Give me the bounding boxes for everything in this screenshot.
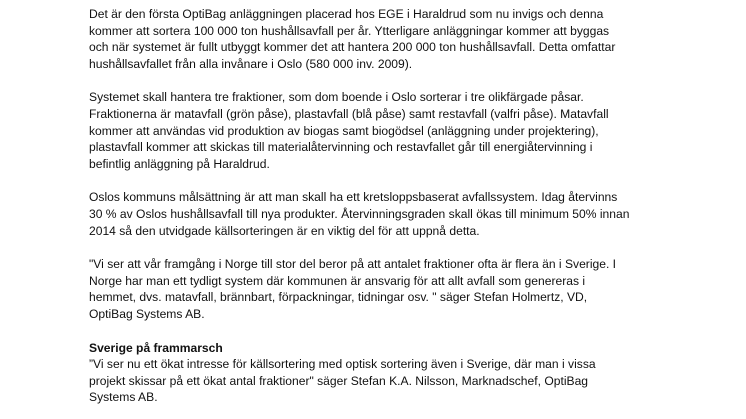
paragraph-quote-nilsson [89, 356, 689, 406]
paragraph-oslo-goal [89, 189, 689, 239]
text-line: "Vi ser att vår framgång i Norge till stor del beror på att antalet fraktioner ofta är flera än i Sverige. I [89, 257, 617, 272]
paragraph-optibag-facility [89, 6, 689, 72]
text-line: och när systemet är fullt utbyggt kommer det att hantera 200 000 ton hushållsavfall. Detta omfattar [89, 40, 616, 55]
paragraph-fractions [89, 89, 689, 172]
text-line: projekt skissar på ett ökat antal fraktioner" säger Stefan K.A. Nilsson, Marknadschef, OptiBag [89, 373, 589, 388]
text-line: hushållsavfallet från alla invånare i Oslo (580 000 inv. 2009). [89, 56, 413, 71]
paragraph-gap [89, 172, 689, 189]
text-line: Systems AB. [89, 390, 158, 405]
text-line: 30 % av Oslos hushållsavfall till nya produkter. Återvinningsgraden skall ökas till minimum 50% innan [89, 206, 630, 221]
paragraph-gap [89, 239, 689, 256]
text-line: befintlig anläggning på Haraldrud. [89, 156, 270, 171]
text-line: Fraktionerna är matavfall (grön påse), plastavfall (blå påse) samt restavfall (valfri påse). Matavfall [89, 106, 609, 121]
text-line: Oslos kommuns målsättning är att man skall ha ett kretsloppsbaserat avfallssystem. Idag återvinns [89, 190, 618, 205]
text-line: Systemet skall hantera tre fraktioner, som dom boende i Oslo sorterar i tre olikfärgade påsar. [89, 90, 584, 105]
paragraph-quote-holmertz [89, 256, 689, 322]
paragraph-gap [89, 72, 689, 89]
text-line: Norge har man ett tydligt system där kommunen är ansvarig för att allt avfall som genereras i [89, 273, 586, 288]
text-line: OptiBag Systems AB. [89, 306, 205, 321]
text-line: hemmet, dvs. matavfall, brännbart, förpackningar, tidningar osv. " säger Stefan Holmertz, VD, [89, 290, 588, 305]
document-body [89, 6, 689, 406]
text-line: ”Vi ser nu ett ökat intresse för källsortering med optisk sortering även i Sverige, där man i vissa [89, 357, 596, 372]
text-line: kommer att användas vid produktion av biogas samt biogödsel (anläggning under projektering), [89, 123, 599, 138]
text-line: Det är den första OptiBag anläggningen placerad hos EGE i Haraldrud som nu invigs och denna [89, 7, 604, 21]
paragraph-gap [89, 323, 689, 340]
text-line: plastavfall kommer att skickas till materialåtervinning och restavfallet går till energiåtervinning i [89, 140, 593, 155]
section-heading: Sverige på frammarsch [89, 340, 223, 355]
text-line: 2014 så den utvidgade källsorteringen är en viktig del för att uppnå detta. [89, 223, 480, 238]
text-line: kommer att sortera 100 000 ton hushållsavfall per år. Ytterligare anläggningar kommer att byggas [89, 23, 610, 38]
